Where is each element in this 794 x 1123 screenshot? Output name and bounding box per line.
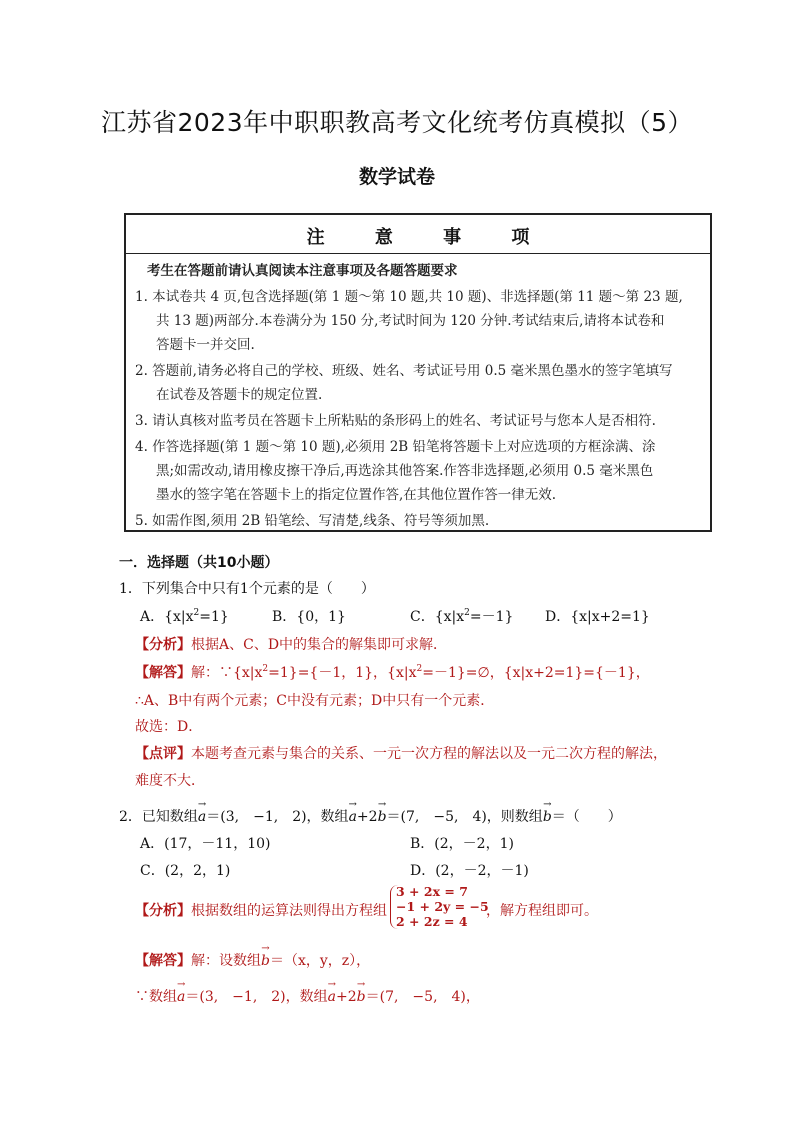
notice-line: 4. 作答选择题(第 1 题～第 10 题),必须用 2B 铅笔将答题卡上对应选项的方框涂满、涂 (135, 439, 656, 455)
q1-analysis: 【分析】根据A、C、D中的集合的解集即可求解． (135, 637, 448, 653)
q2-option-c: C．(2，2，1) (140, 863, 231, 879)
q2-option-d: D．(2，－2，－1) (410, 863, 529, 879)
q2-stem: 2．已知数组→ a＝(3, −1, 2)，数组→ a+2→ b＝(7, −5, 4)，则数组→ b＝（ ） (119, 806, 622, 826)
q1-choice: 故选：D． (135, 719, 203, 735)
q1-answer: 【解答】解：$\because\{x|x^2=1\}=\{-1$，1}，$\{x|x^2=-1\}=\emptyset$，{x|x+2=1}={－1}， (135, 664, 650, 681)
notice-line: 5. 如需作图,须用 2B 铅笔绘、写清楚,线条、符号等须加黑. (135, 513, 490, 529)
q1-option-b: B．{0，1} (272, 609, 346, 625)
q2-option-b: B．(2，－2，1) (410, 836, 514, 852)
q1-option-d: D．{x|x+2=1} (545, 609, 650, 625)
section-heading: 一．选择题（共10小题） (119, 555, 279, 571)
page-title: 江苏省2023年中职职教高考文化统考仿真模拟（5） (100, 108, 694, 137)
notice-line: 1. 本试卷共 4 页,包含选择题(第 1 题～第 10 题,共 10 题)、非选择题(第 11 题～第 23 题, (135, 289, 683, 305)
vector-b: → b (378, 809, 387, 825)
system-equation: 3 + 2x = 7 (396, 884, 468, 899)
notice-box (124, 213, 712, 532)
notice-heading: 注 意 事 项 (306, 227, 552, 248)
notice-line: 墨水的签字笔在答题卡上的指定位置作答,在其他位置作答一律无效. (156, 487, 557, 503)
notice-line: 共 13 题)两部分.本卷满分为 150 分,考试时间为 120 分钟.考试结束后,请将本试卷和 (156, 313, 665, 329)
notice-line: 黑;如需改动,请用橡皮擦干净后,再选涂其他答案.作答非选择题,必须用 0.5 毫米黑色 (156, 463, 654, 479)
q1-comment-line2: 难度不大． (135, 773, 205, 789)
vector-b: → b (261, 953, 270, 969)
q1-option-a: A．$\{x|x^2=1\}$ (140, 608, 229, 625)
vector-a: → a (328, 989, 336, 1005)
notice-line: 3. 请认真核对监考员在答题卡上所粘贴的条形码上的姓名、考试证号与您本人是否相符. (135, 413, 656, 429)
notice-divider (126, 253, 710, 254)
system-equation: −1 + 2y = −5 (396, 899, 489, 914)
q2-analysis-end: ，解方程组即可。 (486, 903, 598, 919)
vector-b: → b (357, 989, 366, 1005)
notice-line: 答题卡一并交回. (156, 337, 255, 353)
q2-answer: 【解答】解：设数组→ b＝（x，y，z）， (135, 950, 370, 970)
page-subtitle: 数学试卷 (358, 166, 435, 188)
vector-b: → b (543, 809, 552, 825)
vector-a: → a (177, 989, 185, 1005)
q1-option-c: C．$\{x|x^2=-1\}$ (410, 608, 514, 625)
system-equation: 2 + 2z = 4 (396, 914, 468, 929)
q1-answer-line2: ∴A、B中有两个元素；C中没有元素；D中只有一个元素． (135, 693, 495, 709)
q1-stem: 1．下列集合中只有1个元素的是（ ） (119, 581, 375, 597)
vector-a: → a (349, 809, 357, 825)
notice-intro: 考生在答题前请认真阅读本注意事项及各题答题要求 (147, 263, 458, 279)
q2-analysis: 【分析】根据数组的运算法则得出方程组 (135, 903, 387, 919)
notice-line: 2. 答题前,请务必将自己的学校、班级、姓名、考试证号用 0.5 毫米黑色墨水的签字笔填写 (135, 363, 673, 379)
q1-comment: 【点评】本题考查元素与集合的关系、一元一次方程的解法以及一元二次方程的解法， (135, 746, 667, 762)
q2-option-a: A．(17，－11，10) (140, 836, 271, 852)
notice-line: 在试卷及答题卡的规定位置. (156, 387, 323, 403)
vector-a: → a (198, 809, 206, 825)
q2-since: ∵数组→ a＝(3, −1, 2)，数组→ a+2→ b＝(7, −5, 4)， (135, 986, 480, 1006)
